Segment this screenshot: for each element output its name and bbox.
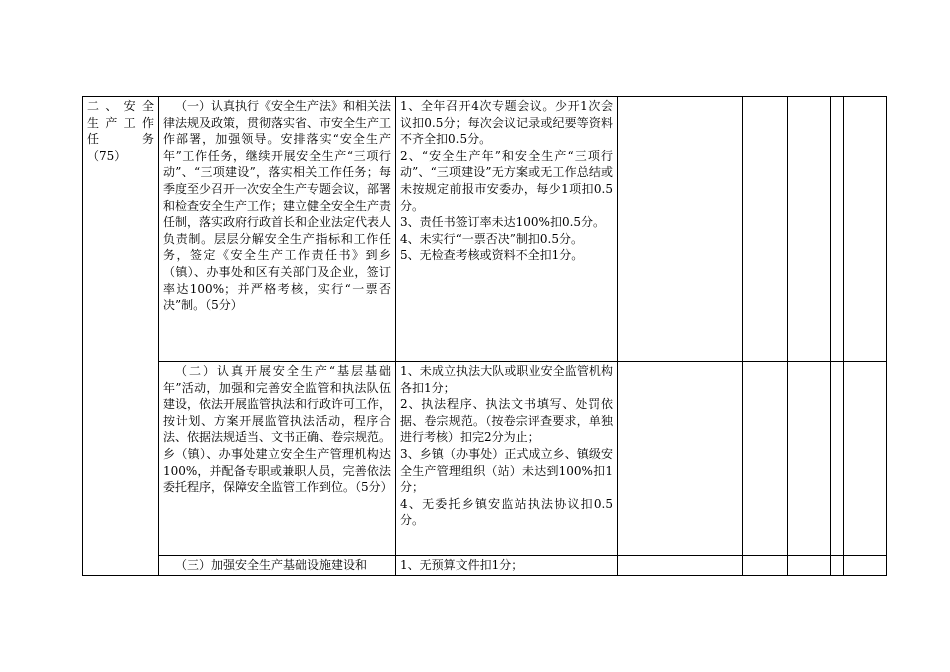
standards-cell [396, 362, 618, 556]
standards-cell [396, 97, 618, 362]
requirement-cell: （一）认真执行《安全生产法》和相关法律法规及政策，贯彻落实省、市安全生产工作部署，加强领导。安排落实“安全生产年”工作任务，继续开展安全生产“三项行动”、“三项建设”，落实相关工作任务；每季度至少召开一次安全生产专题会议，部署和检查安全生产工作；建立健全安全生产责任制，落实政府行政首长和企业法定代表人负责制。层层分解安全生产指标和工作任务，签定《安全生产工作责任书》到乡（镇）、办事处和区有关部门及企业，签订率达100%；并严格考核，实行“一票否决”制。（5分） [159, 97, 396, 362]
empty-cell [831, 97, 844, 362]
assessment-table [82, 96, 887, 576]
empty-cell [618, 362, 743, 556]
table-row [83, 556, 887, 576]
standard-item: 1、全年召开4次专题会议。少开1次会议扣0.5分；每次会议记录或纪要等资料不齐全扣0.5分。 [400, 99, 613, 147]
requirement-cell: （三）加强安全生产基础设施建设和 [159, 556, 396, 576]
empty-cell [618, 97, 743, 362]
requirement-cell: （二）认真开展安全生产“基层基础年”活动，加强和完善安全监管和执法队伍建设，依法开展监管执法和行政许可工作，按计划、方案开展监管执法活动，程序合法、依据法规适当、文书正确、卷宗规范。乡（镇）、办事处建立安全生产管理机构达100%，并配备专职或兼职人员，完善依法委托程序，保障安全监管工作到位。（5分） [159, 362, 396, 556]
standard-item: 4、未实行“一票否决”制扣0.5分。 [400, 231, 583, 246]
empty-cell [831, 556, 844, 576]
standard-item: 4、无委托乡镇安监站执法协议扣0.5分。 [400, 496, 613, 528]
category-cell [83, 97, 159, 576]
standard-item: 1、无预算文件扣1分； [400, 558, 524, 572]
category-line: 生产工作 [87, 115, 154, 130]
table-row [83, 97, 887, 362]
category-line: 二、安全 [87, 99, 154, 113]
category-line: 任 务 [87, 132, 154, 147]
empty-cell [743, 97, 788, 362]
empty-cell [831, 362, 844, 556]
empty-cell [788, 97, 831, 362]
empty-cell [743, 556, 788, 576]
empty-cell [788, 362, 831, 556]
empty-cell [844, 97, 887, 362]
standard-item: 3、责任书签订率未达100%扣0.5分。 [400, 215, 606, 230]
category-score: （75） [87, 148, 127, 163]
standard-item: 2、执法程序、执法文书填写、处罚依据、卷宗规范。（按卷宗评查要求，单独进行考核）扣完2分为止； [400, 397, 613, 445]
standard-item: 3、乡镇（办事处）正式成立乡、镇级安全生产管理组织（站）未达到100%扣1分； [400, 446, 613, 495]
table-row [83, 362, 887, 556]
empty-cell [788, 556, 831, 576]
empty-cell [618, 556, 743, 576]
standards-cell [396, 556, 618, 576]
empty-cell [844, 362, 887, 556]
standard-item: 5、无检查考核或资料不全扣1分。 [400, 248, 584, 263]
empty-cell [743, 362, 788, 556]
standard-item: 1、未成立执法大队或职业安全监管机构各扣1分； [400, 364, 613, 395]
standard-item: 2、“安全生产年”和安全生产“三项行动”、“三项建设”无方案或无工作总结或未按规定前报市安委办，每少1项扣0.5分。 [400, 148, 613, 213]
empty-cell [844, 556, 887, 576]
